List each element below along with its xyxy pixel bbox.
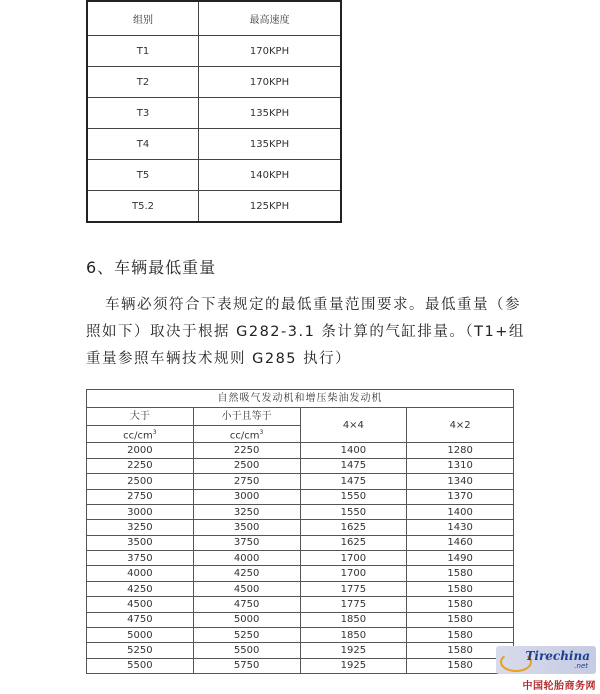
table-row [87, 98, 341, 129]
less-equal-cell: 2500 [193, 458, 300, 473]
table-row [87, 612, 514, 627]
weight-4x2-cell: 1370 [407, 489, 514, 504]
less-equal-cell: 2250 [193, 443, 300, 458]
greater-than-cell: 5500 [87, 658, 194, 673]
watermark-site-name: 中国轮胎商务网 [522, 681, 596, 692]
weight-4x4-cell: 1850 [300, 628, 407, 643]
table-title: 自然吸气发动机和增压柴油发动机 [87, 390, 514, 408]
greater-than-cell: 3750 [87, 551, 194, 566]
speed-cell: 125KPH [199, 191, 342, 223]
greater-than-cell: 3500 [87, 535, 194, 550]
table-row [87, 597, 514, 612]
weight-4x4-cell: 1775 [300, 597, 407, 612]
less-equal-cell: 5250 [193, 628, 300, 643]
weight-4x2-cell: 1580 [407, 628, 514, 643]
weight-4x4-cell: 1400 [300, 443, 407, 458]
table-header-row [87, 408, 514, 426]
unit-text: cc/cm [123, 430, 153, 442]
less-equal-cell: 4000 [193, 551, 300, 566]
weight-4x2-cell: 1280 [407, 443, 514, 458]
group-cell: T5 [87, 160, 199, 191]
header-less-equal: 小于且等于 [193, 408, 300, 426]
less-equal-cell: 5500 [193, 643, 300, 658]
unit-superscript: 3 [152, 429, 157, 436]
weight-4x2-cell: 1580 [407, 658, 514, 673]
header-4x2: 4×2 [407, 408, 514, 443]
weight-4x4-cell: 1700 [300, 551, 407, 566]
speed-cell: 170KPH [199, 36, 342, 67]
less-equal-cell: 4750 [193, 597, 300, 612]
table-title-row [87, 390, 514, 408]
table-row [87, 160, 341, 191]
weight-4x2-cell: 1580 [407, 597, 514, 612]
table-row [87, 628, 514, 643]
table-row [87, 191, 341, 223]
less-equal-cell: 3750 [193, 535, 300, 550]
speed-cell: 135KPH [199, 129, 342, 160]
less-equal-cell: 2750 [193, 474, 300, 489]
section-paragraph: 车辆必须符合下表规定的最低重量范围要求。最低重量（参照如下）取决于根据 G282-3.1 条计算的气缸排量。（T1+组重量参照车辆技术规则 G285 执行） [86, 297, 525, 367]
watermark-logo-text: Tirechina [525, 649, 590, 663]
less-equal-cell: 3250 [193, 504, 300, 519]
weight-table-body [87, 443, 514, 674]
table-row [87, 458, 514, 473]
unit-cell [193, 426, 300, 443]
weight-4x4-cell: 1925 [300, 643, 407, 658]
less-equal-cell: 4250 [193, 566, 300, 581]
greater-than-cell: 2500 [87, 474, 194, 489]
group-cell: T3 [87, 98, 199, 129]
group-cell: T2 [87, 67, 199, 98]
header-group: 组别 [87, 1, 199, 36]
watermark [496, 646, 596, 692]
weight-4x4-cell: 1625 [300, 535, 407, 550]
group-cell: T1 [87, 36, 199, 67]
weight-table [86, 389, 514, 674]
weight-4x2-cell: 1580 [407, 612, 514, 627]
table-row [87, 535, 514, 550]
less-equal-cell: 5750 [193, 658, 300, 673]
weight-4x4-cell: 1850 [300, 612, 407, 627]
greater-than-cell: 5250 [87, 643, 194, 658]
table-row [87, 520, 514, 535]
weight-4x2-cell: 1430 [407, 520, 514, 535]
greater-than-cell: 3000 [87, 504, 194, 519]
watermark-logo-suffix: .net [574, 662, 588, 670]
greater-than-cell: 2250 [87, 458, 194, 473]
unit-cell [87, 426, 194, 443]
table-row [87, 643, 514, 658]
table-row [87, 443, 514, 458]
weight-4x2-cell: 1490 [407, 551, 514, 566]
weight-4x4-cell: 1925 [300, 658, 407, 673]
weight-4x4-cell: 1550 [300, 489, 407, 504]
header-greater-than: 大于 [87, 408, 194, 426]
table-row [87, 504, 514, 519]
table-row [87, 551, 514, 566]
weight-4x4-cell: 1625 [300, 520, 407, 535]
table-row [87, 67, 341, 98]
speed-cell: 170KPH [199, 67, 342, 98]
greater-than-cell: 4000 [87, 566, 194, 581]
table-header-row [87, 1, 341, 36]
weight-4x2-cell: 1580 [407, 581, 514, 596]
table-row [87, 129, 341, 160]
weight-4x2-cell: 1580 [407, 566, 514, 581]
table-row [87, 658, 514, 673]
weight-4x2-cell: 1460 [407, 535, 514, 550]
weight-4x4-cell: 1475 [300, 458, 407, 473]
group-cell: T5.2 [87, 191, 199, 223]
section-heading: 6、车辆最低重量 [86, 258, 217, 277]
greater-than-cell: 2000 [87, 443, 194, 458]
weight-4x4-cell: 1700 [300, 566, 407, 581]
group-cell: T4 [87, 129, 199, 160]
weight-4x4-cell: 1550 [300, 504, 407, 519]
greater-than-cell: 4750 [87, 612, 194, 627]
weight-4x2-cell: 1310 [407, 458, 514, 473]
weight-4x2-cell: 1400 [407, 504, 514, 519]
greater-than-cell: 5000 [87, 628, 194, 643]
weight-4x4-cell: 1775 [300, 581, 407, 596]
table-row [87, 489, 514, 504]
table-row [87, 36, 341, 67]
less-equal-cell: 4500 [193, 581, 300, 596]
greater-than-cell: 2750 [87, 489, 194, 504]
watermark-logo [496, 646, 596, 674]
table-row [87, 566, 514, 581]
header-top-speed: 最高速度 [199, 1, 342, 36]
less-equal-cell: 5000 [193, 612, 300, 627]
greater-than-cell: 3250 [87, 520, 194, 535]
weight-4x4-cell: 1475 [300, 474, 407, 489]
less-equal-cell: 3000 [193, 489, 300, 504]
speed-cell: 135KPH [199, 98, 342, 129]
greater-than-cell: 4500 [87, 597, 194, 612]
table-row [87, 474, 514, 489]
speed-table [86, 0, 342, 223]
unit-text: cc/cm [229, 430, 260, 442]
unit-superscript: 3 [259, 429, 264, 436]
speed-cell: 140KPH [199, 160, 342, 191]
table-row [87, 581, 514, 596]
weight-4x2-cell: 1580 [407, 643, 514, 658]
greater-than-cell: 4250 [87, 581, 194, 596]
header-4x4: 4×4 [300, 408, 407, 443]
less-equal-cell: 3500 [193, 520, 300, 535]
weight-4x2-cell: 1340 [407, 474, 514, 489]
